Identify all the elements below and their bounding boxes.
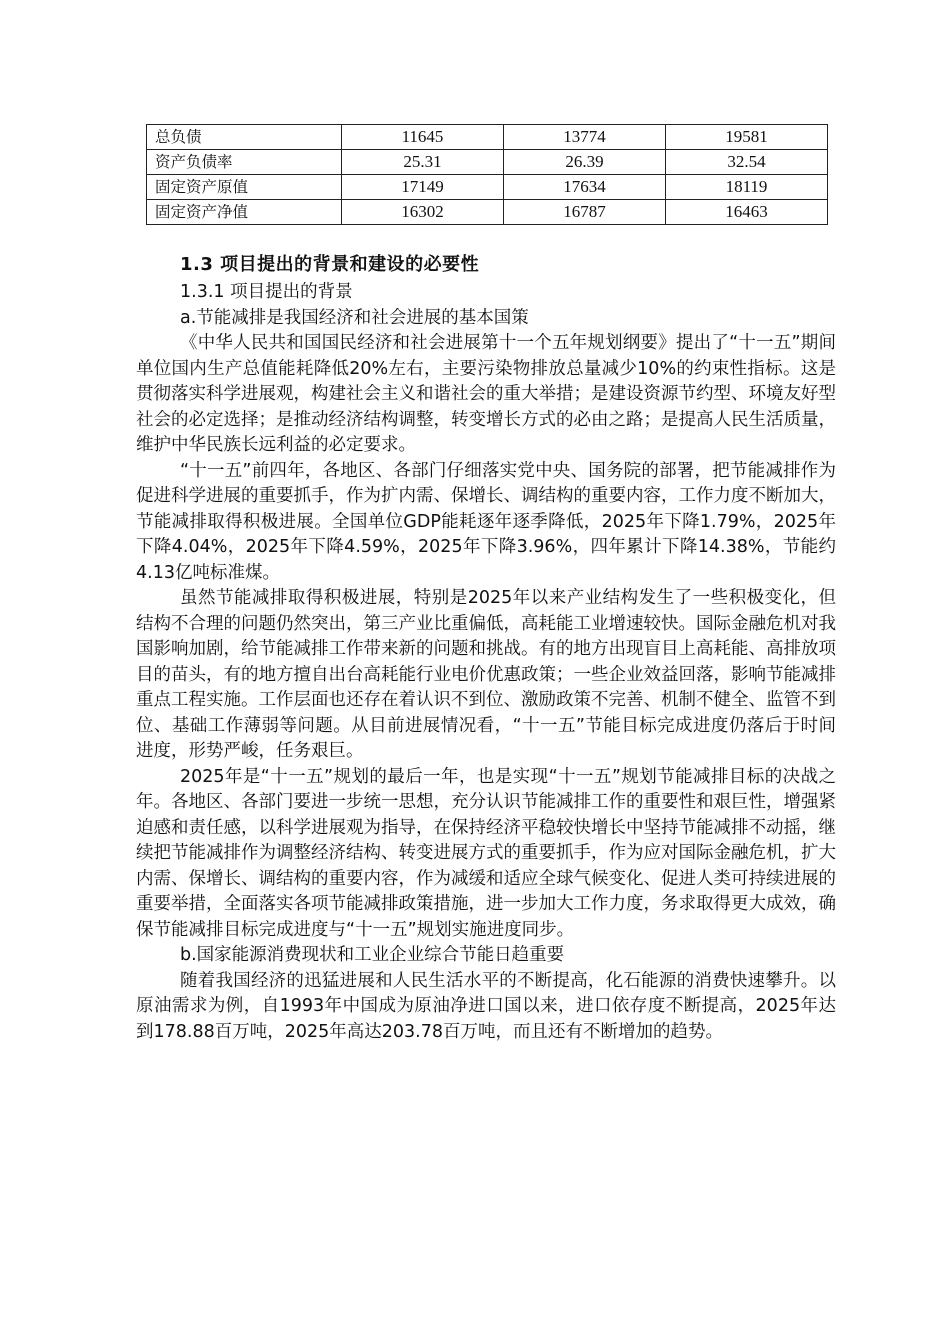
table-cell: 17149: [342, 175, 504, 200]
paragraph: 2025年是“十一五”规划的最后一年，也是实现“十一五”规划节能减排目标的决战之年。各地区、各部门要进一步统一思想，充分认识节能减排工作的重要性和艰巨性，增强紧迫感和责任感，以科学进展观为指导，在保持经济平稳较快增长中坚持节能减排不动摇，继续把节能减排作为调整经济结构、转变进展方式的重要抓手，作为应对国际金融危机，扩大内需、保增长、调结构的重要内容，作为减缓和适应全球气候变化、促进人类可持续进展的重要举措，全面落实各项节能减排政策措施，进一步加大工作力度，务求取得更大成效，确保节能减排目标完成进度与“十一五”规划实施进度同步。: [136, 766, 836, 940]
paragraph: 虽然节能减排取得积极进展，特别是2025年以来产业结构发生了一些积极变化，但结构不合理的问题仍然突出，第三产业比重偏低，高耗能工业增速较快。国际金融危机对我国影响加剧，给节能减排工作带来新的问题和挑战。有的地方出现盲目上高耗能、高排放项目的苗头，有的地方擅自出台高耗能行业电价优惠政策；一些企业效益回落，影响节能减排重点工程实施。工作层面也还存在着认识不到位、激励政策不完善、机制不健全、监管不到位、基础工作薄弱等问题。从目前进展情况看，“十一五”节能目标完成进度仍落后于时间进度，形势严峻，任务艰巨。: [136, 588, 836, 761]
table-cell: 16463: [666, 200, 828, 225]
financial-table-container: [146, 124, 828, 225]
row-label: 固定资产原值: [147, 175, 342, 200]
item-a-title: a.节能减排是我国经济和社会进展的基本国策: [180, 307, 529, 328]
subsection-heading: 1.3.1 项目提出的背景: [180, 282, 353, 302]
paragraph: “十一五”前四年，各地区、各部门仔细落实党中央、国务院的部署，把节能减排作为促进科学进展的重要抓手，作为扩内需、保增长、调结构的重要内容，工作力度不断加大，节能减排取得积极进展。全国单位GDP能耗逐年逐季降低，2025年下降1.79%，2025年下降4.04%，2025年下降4.59%，2025年下降3.96%，四年累计下降14.38%，节能约4.13亿吨标准煤。: [136, 460, 836, 583]
row-label: 固定资产净值: [147, 200, 342, 225]
table-cell: 26.39: [504, 150, 666, 175]
item-b-title: b.国家能源消费现状和工业企业综合节能日趋重要: [180, 945, 565, 965]
section-heading: 1.3 项目提出的背景和建设的必要性: [180, 254, 480, 275]
table-row: [147, 175, 828, 200]
table-cell: 18119: [666, 175, 828, 200]
row-label: 总负债: [147, 125, 342, 150]
table-cell: 19581: [666, 125, 828, 150]
financial-table: [146, 124, 828, 225]
row-label: 资产负债率: [147, 150, 342, 175]
table-row: [147, 125, 828, 150]
table-cell: 32.54: [666, 150, 828, 175]
paragraph: 《中华人民共和国国民经济和社会进展第十一个五年规划纲要》提出了“十一五”期间单位国内生产总值能耗降低20%左右，主要污染物排放总量减少10%的约束性指标。这是贯彻落实科学进展观，构建社会主义和谐社会的重大举措；是建设资源节约型、环境友好型社会的必定选择；是推动经济结构调整，转变增长方式的必由之路；是提高人民生活质量，维护中华民族长远利益的必定要求。: [136, 333, 836, 455]
table-row: [147, 200, 828, 225]
table-cell: 17634: [504, 175, 666, 200]
table-row: [147, 150, 828, 175]
table-cell: 16302: [342, 200, 504, 225]
paragraph: 随着我国经济的迅猛进展和人民生活水平的不断提高，化石能源的消费快速攀升。以原油需求为例，自1993年中国成为原油净进口国以来，进口依存度不断提高，2025年达到178.88百万吨，2025年高达203.78百万吨，而且还有不断增加的趋势。: [136, 970, 836, 1042]
table-cell: 13774: [504, 125, 666, 150]
table-cell: 11645: [342, 125, 504, 150]
table-cell: 25.31: [342, 150, 504, 175]
table-cell: 16787: [504, 200, 666, 225]
document-body: [136, 252, 836, 1045]
